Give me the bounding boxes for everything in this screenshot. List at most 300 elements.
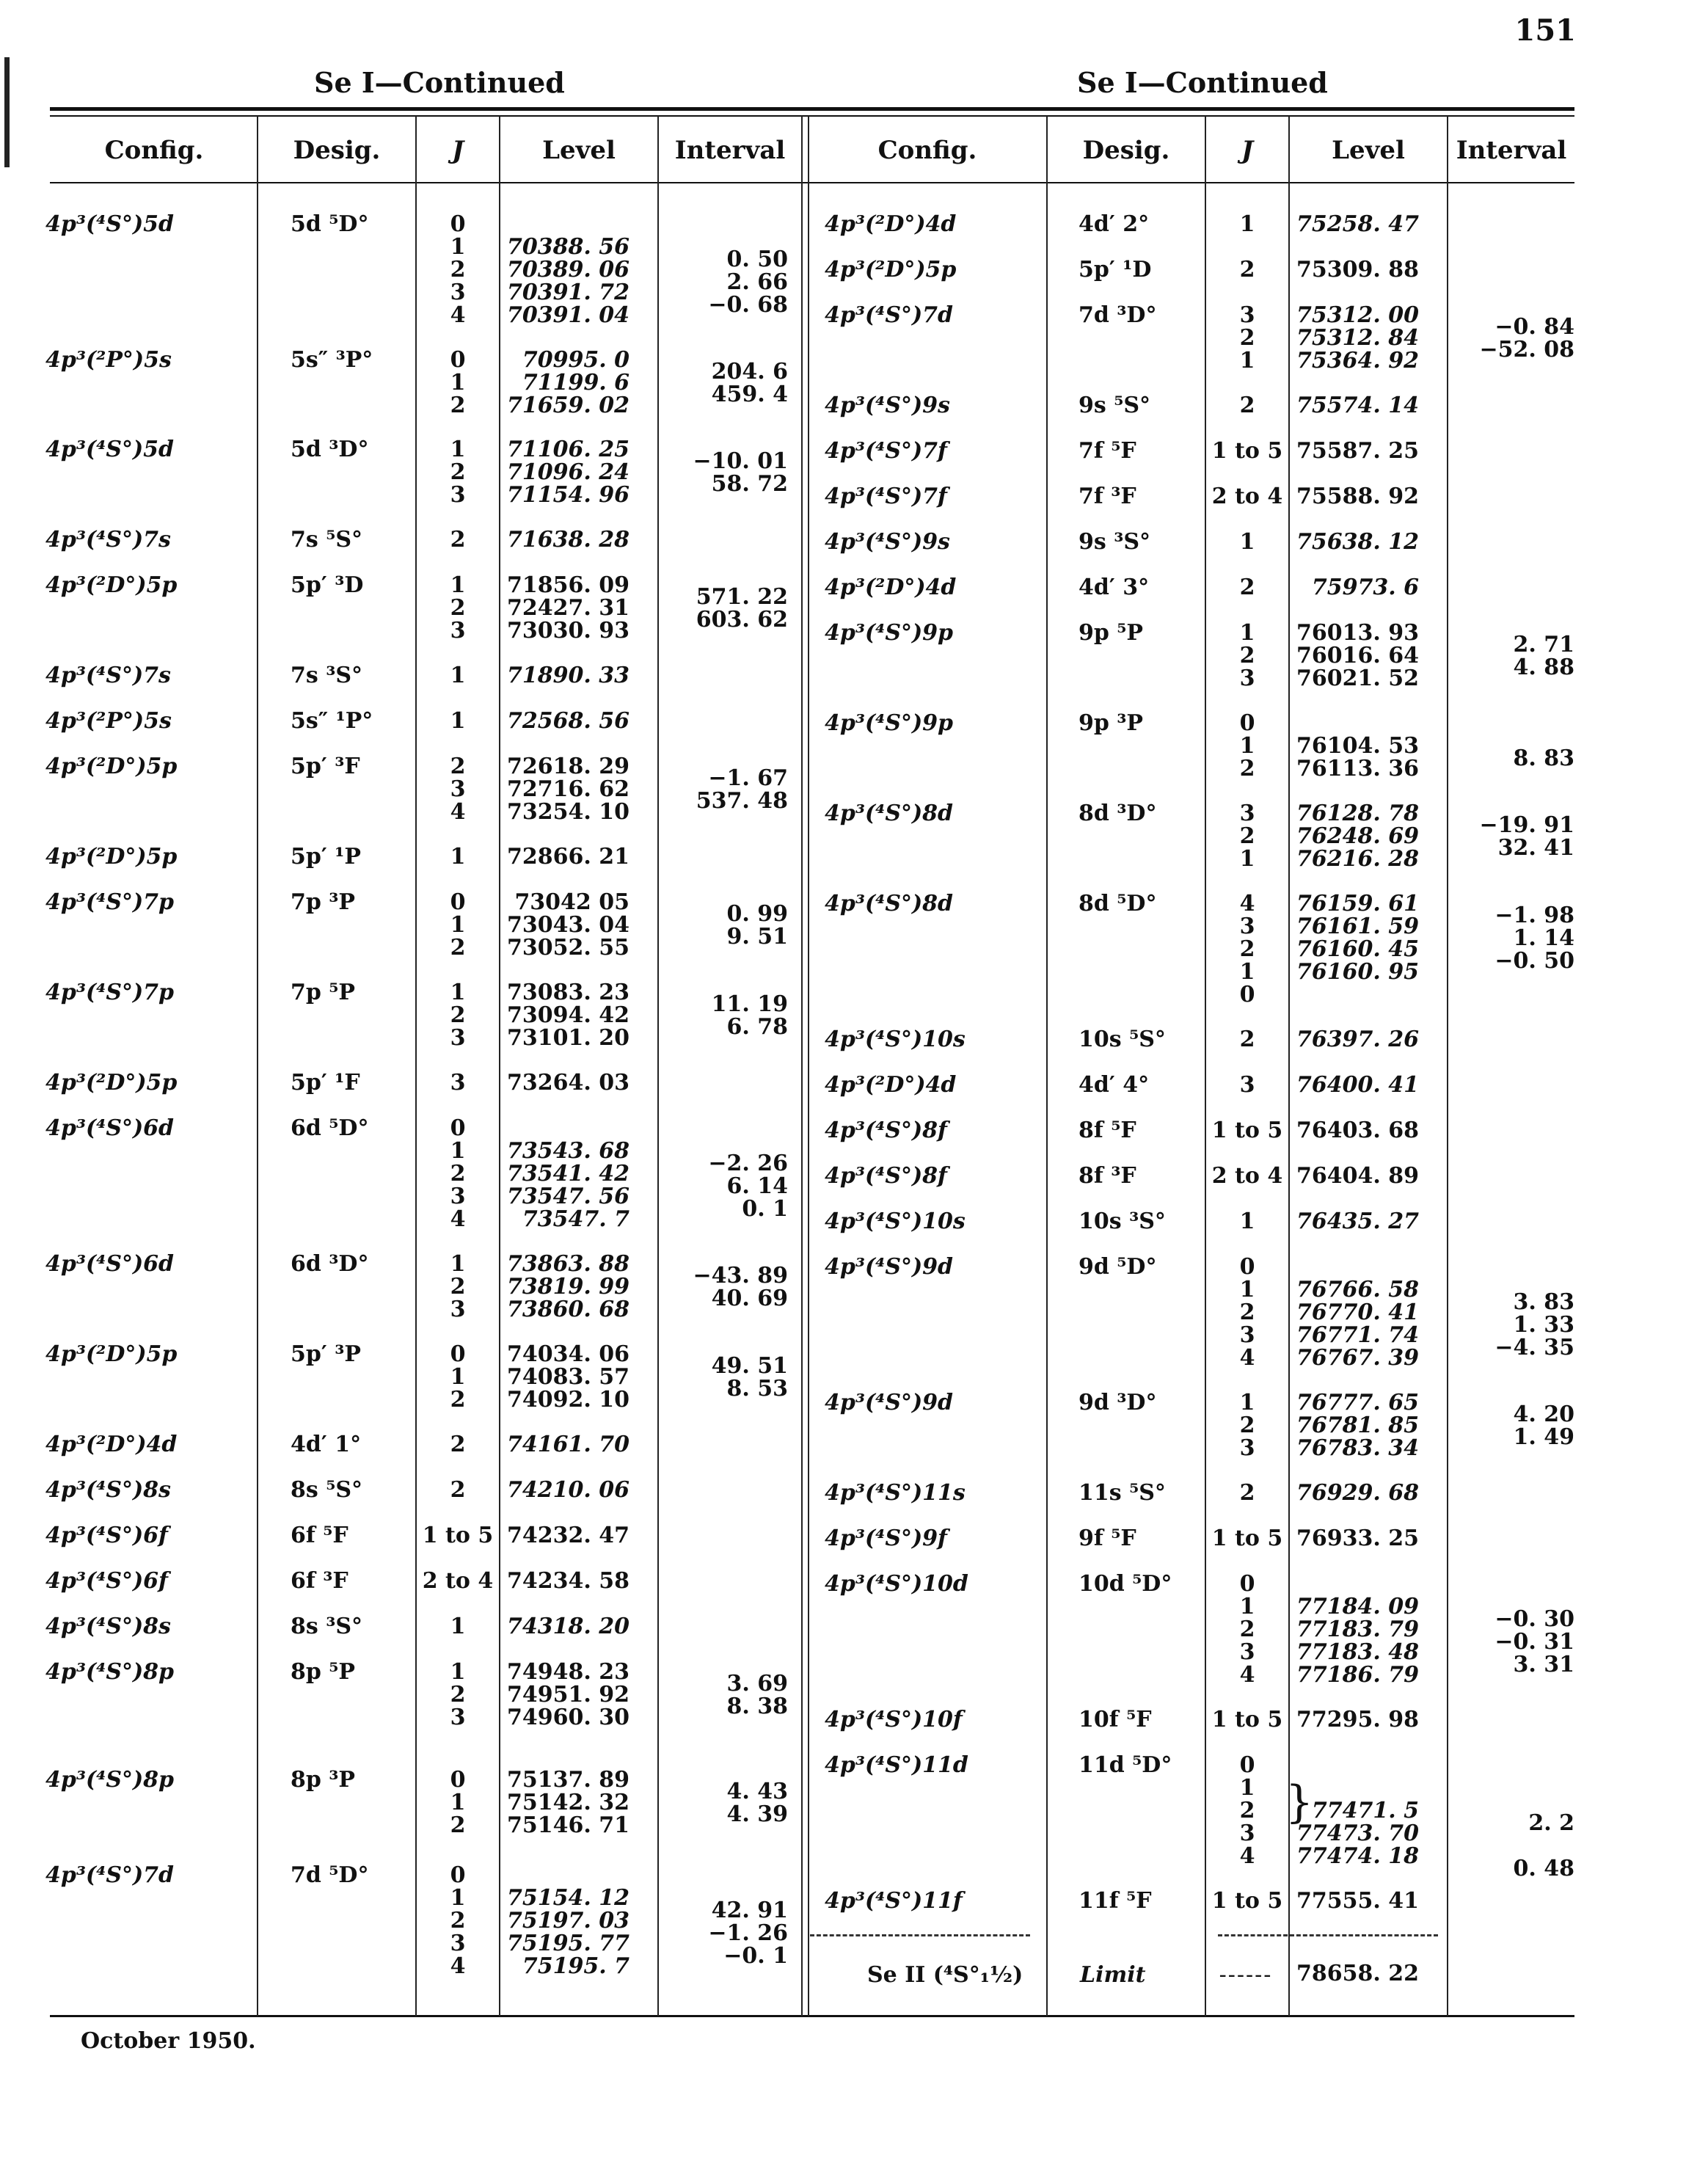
- level-value: 75195. 77: [506, 1931, 629, 1956]
- level-value: 73042 05: [514, 889, 629, 915]
- interval-value: 8. 53: [726, 1376, 788, 1402]
- j-value: 2 to 4: [422, 1568, 494, 1594]
- j-value: 4: [450, 1206, 466, 1232]
- config-cell: 4p³(⁴S°)8s: [45, 1477, 171, 1503]
- j-value: 4: [1239, 1662, 1255, 1688]
- config-cell: 4p³(⁴S°)5d: [45, 211, 175, 237]
- j-value: 2: [450, 459, 466, 485]
- j-value: 0: [1239, 1752, 1255, 1778]
- level-value: 73254. 10: [506, 799, 629, 825]
- interval-value: 204. 6: [711, 359, 788, 385]
- header-config-left: Config.: [104, 136, 204, 165]
- designation-cell: 5p′ ³D: [291, 572, 364, 598]
- designation-cell: 11f ⁵F: [1079, 1888, 1152, 1914]
- designation-cell: 8d ⁵D°: [1079, 891, 1157, 916]
- j-value: 2: [450, 1432, 466, 1457]
- config-cell: 4p³(²P°)5s: [45, 708, 172, 734]
- level-value: 77186. 79: [1296, 1662, 1419, 1688]
- designation-cell: 9p ⁵P: [1079, 620, 1143, 646]
- j-value: 2: [1239, 257, 1255, 283]
- j-value: 1: [1239, 529, 1255, 555]
- level-value: 73547. 56: [506, 1184, 629, 1209]
- j-value: 2: [1239, 936, 1255, 962]
- interval-value: 0. 48: [1513, 1856, 1574, 1881]
- level-value: 75137. 89: [506, 1767, 629, 1793]
- config-cell: 4p³(⁴S°)7s: [45, 663, 171, 688]
- j-value: 0: [450, 1341, 466, 1367]
- config-cell: 4p³(⁴S°)7f: [825, 438, 947, 464]
- config-cell: 4p³(²D°)5p: [45, 844, 178, 870]
- j-value: 2 to 4: [1211, 1163, 1283, 1189]
- designation-cell: 9s ⁵S°: [1079, 393, 1151, 418]
- level-value: 75309. 88: [1296, 257, 1419, 283]
- designation-cell: 5s″ ¹P°: [291, 708, 373, 734]
- j-value: 2: [1239, 1798, 1255, 1823]
- interval-value: 3. 69: [726, 1671, 788, 1697]
- interval-value: 2. 71: [1513, 632, 1574, 657]
- j-value: 3: [450, 1025, 466, 1051]
- interval-value: −1. 26: [708, 1920, 788, 1946]
- level-value: 77295. 98: [1296, 1707, 1419, 1732]
- designation-cell: 10s ⁵S°: [1079, 1027, 1166, 1052]
- designation-cell: 5s″ ³P°: [291, 347, 373, 373]
- config-cell: 4p³(⁴S°)8f: [825, 1163, 947, 1189]
- config-cell: 4p³(⁴S°)8s: [45, 1614, 171, 1639]
- interval-value: −1. 98: [1494, 903, 1574, 928]
- level-value: 75312. 84: [1296, 325, 1419, 351]
- j-value: 1: [1239, 348, 1255, 373]
- config-cell: 4p³(²D°)5p: [45, 1070, 178, 1096]
- j-value: 1: [1239, 1594, 1255, 1619]
- config-cell: 4p³(⁴S°)8d: [825, 891, 954, 916]
- j-value: 1: [450, 844, 466, 870]
- designation-cell: 5p′ ¹P: [291, 844, 361, 870]
- j-value: 4: [450, 302, 466, 328]
- designation-cell: 9d ⁵D°: [1079, 1254, 1157, 1280]
- level-value: 75195. 7: [522, 1953, 629, 1979]
- config-cell: 4p³(⁴S°)6f: [45, 1568, 168, 1594]
- j-value: 2: [1239, 1617, 1255, 1642]
- j-value: 3: [1239, 1322, 1255, 1348]
- header-rule: [50, 182, 1574, 183]
- config-cell: 4p³(²P°)5s: [45, 347, 172, 373]
- j-value: 1 to 5: [1211, 1526, 1283, 1551]
- interval-value: 11. 19: [711, 991, 788, 1017]
- interval-value: 40. 69: [711, 1286, 788, 1311]
- level-value: 75154. 12: [506, 1885, 629, 1911]
- level-value: 75588. 92: [1296, 484, 1419, 509]
- j-value: 3: [450, 776, 466, 802]
- config-cell: 4p³(⁴S°)10d: [825, 1571, 968, 1597]
- j-value: 1 to 5: [1211, 1118, 1283, 1143]
- config-cell: 4p³(⁴S°)7p: [45, 980, 175, 1005]
- j-value: 1: [450, 1251, 466, 1277]
- level-value: 75142. 32: [506, 1790, 629, 1815]
- config-cell: 4p³(⁴S°)7d: [45, 1862, 175, 1888]
- designation-cell: 5p′ ³F: [291, 754, 360, 779]
- interval-value: 1. 49: [1513, 1424, 1574, 1450]
- limit-desig: Limit: [1080, 1962, 1146, 1988]
- j-value: 1: [1239, 846, 1255, 872]
- interval-value: 537. 48: [696, 788, 788, 814]
- config-cell: 4p³(⁴S°)7s: [45, 527, 171, 553]
- j-value: 2: [1239, 325, 1255, 351]
- j-value: 2: [1239, 1300, 1255, 1325]
- level-value: 76933. 25: [1296, 1526, 1419, 1551]
- header-level-right: Level: [1332, 136, 1405, 165]
- designation-cell: 6f ³F: [291, 1568, 348, 1594]
- config-cell: 4p³(²D°)5p: [45, 1341, 178, 1367]
- interval-value: −52. 08: [1479, 337, 1574, 362]
- j-value: 2: [1239, 823, 1255, 849]
- level-value: 70389. 06: [506, 257, 629, 283]
- j-value: 2: [450, 595, 466, 621]
- level-value: 75364. 92: [1296, 348, 1419, 373]
- config-cell: 4p³(⁴S°)7p: [45, 889, 175, 915]
- j-value: 2: [1239, 643, 1255, 668]
- level-value: 76404. 89: [1296, 1163, 1419, 1189]
- level-value: 77184. 09: [1296, 1594, 1419, 1619]
- j-value: 1: [450, 1614, 466, 1639]
- interval-value: 0. 1: [742, 1196, 788, 1222]
- level-value: 76929. 68: [1296, 1480, 1419, 1506]
- table-heading-left: Se I—Continued: [314, 66, 565, 99]
- j-value: 3: [1239, 801, 1255, 826]
- j-value: 3: [450, 1297, 466, 1322]
- level-value: 74210. 06: [506, 1477, 629, 1503]
- level-value: 74034. 06: [506, 1341, 629, 1367]
- level-value: 71154. 96: [506, 482, 629, 508]
- brace-11d: }: [1285, 1776, 1314, 1828]
- level-value: 76397. 26: [1296, 1027, 1419, 1052]
- designation-cell: 10s ³S°: [1079, 1209, 1166, 1234]
- level-value: 76160. 45: [1296, 936, 1419, 962]
- j-value: 2: [450, 527, 466, 553]
- j-value: 4: [450, 1953, 466, 1979]
- config-cell: 4p³(⁴S°)9d: [825, 1390, 954, 1415]
- level-value: 76771. 74: [1296, 1322, 1419, 1348]
- j-value: 2: [1239, 1027, 1255, 1052]
- j-value: 2: [450, 1002, 466, 1028]
- designation-cell: 9f ⁵F: [1079, 1526, 1136, 1551]
- interval-value: 571. 22: [696, 584, 788, 610]
- config-cell: 4p³(²D°)4d: [825, 211, 957, 237]
- bottom-rule: [50, 2015, 1574, 2017]
- j-value: 0: [1239, 710, 1255, 736]
- level-value: 73043. 04: [506, 912, 629, 938]
- designation-cell: 4d′ 3°: [1079, 575, 1150, 600]
- j-value: 2: [450, 1682, 466, 1708]
- config-cell: 4p³(²D°)4d: [45, 1432, 178, 1457]
- j-value: 2: [450, 1387, 466, 1413]
- interval-value: 49. 51: [711, 1353, 788, 1379]
- level-value: 77473. 70: [1296, 1821, 1419, 1846]
- j-value: 0: [450, 1115, 466, 1141]
- j-value: 1: [1239, 1775, 1255, 1801]
- level-value: 73541. 42: [506, 1161, 629, 1187]
- level-value: 73094. 42: [506, 1002, 629, 1028]
- level-value: 76766. 58: [1296, 1277, 1419, 1302]
- level-value: 74960. 30: [506, 1705, 629, 1730]
- level-value: 71659. 02: [506, 393, 629, 418]
- j-value: 2: [450, 257, 466, 283]
- j-value: 3: [450, 618, 466, 644]
- level-value: 77474. 18: [1296, 1843, 1419, 1869]
- config-cell: 4p³(²D°)5p: [825, 257, 957, 283]
- interval-value: 42. 91: [711, 1898, 788, 1923]
- header-j-right: J: [1241, 136, 1254, 165]
- designation-cell: 4d′ 4°: [1079, 1072, 1150, 1098]
- level-value: 76248. 69: [1296, 823, 1419, 849]
- level-value: 75574. 14: [1296, 393, 1419, 418]
- j-value: 1: [1239, 211, 1255, 237]
- config-cell: 4p³(⁴S°)11d: [825, 1752, 968, 1778]
- level-value: 70391. 04: [506, 302, 629, 328]
- interval-value: 0. 99: [726, 901, 788, 927]
- level-value: 76128. 78: [1296, 801, 1419, 826]
- interval-value: 32. 41: [1497, 835, 1574, 861]
- config-cell: 4p³(⁴S°)7d: [825, 302, 954, 328]
- level-value: 73819. 99: [506, 1274, 629, 1300]
- level-value: 72427. 31: [506, 595, 629, 621]
- level-value: 76113. 36: [1296, 756, 1419, 781]
- j-value: 0: [1239, 1571, 1255, 1597]
- designation-cell: 8s ³S°: [291, 1614, 363, 1639]
- level-value: 71096. 24: [506, 459, 629, 485]
- j-value: 1: [450, 912, 466, 938]
- config-cell: 4p³(⁴S°)10s: [825, 1209, 966, 1234]
- designation-cell: 8f ⁵F: [1079, 1118, 1136, 1143]
- level-value: 74092. 10: [506, 1387, 629, 1413]
- config-cell: 4p³(⁴S°)10f: [825, 1707, 963, 1732]
- interval-value: 9. 51: [726, 924, 788, 950]
- config-cell: 4p³(⁴S°)8p: [45, 1767, 175, 1793]
- interval-value: 603. 62: [696, 607, 788, 633]
- designation-cell: 9s ³S°: [1079, 529, 1151, 555]
- level-value: 73543. 68: [506, 1138, 629, 1164]
- j-value: 1 to 5: [1211, 1888, 1283, 1914]
- level-value: 75197. 03: [506, 1908, 629, 1934]
- j-value: 3: [450, 1184, 466, 1209]
- level-value: 71856. 09: [506, 572, 629, 598]
- j-value: 1: [450, 663, 466, 688]
- level-value: 76400. 41: [1296, 1072, 1419, 1098]
- level-value: 76161. 59: [1296, 914, 1419, 939]
- interval-value: 2. 2: [1528, 1810, 1574, 1836]
- designation-cell: 8f ³F: [1079, 1163, 1136, 1189]
- config-cell: 4p³(⁴S°)6f: [45, 1523, 168, 1548]
- interval-value: −2. 26: [708, 1151, 788, 1176]
- level-value: 73083. 23: [506, 980, 629, 1005]
- level-value: 75638. 12: [1296, 529, 1419, 555]
- config-cell: 4p³(⁴S°)7f: [825, 484, 947, 509]
- level-value: 74083. 57: [506, 1364, 629, 1390]
- interval-value: 4. 88: [1513, 655, 1574, 680]
- config-cell: 4p³(⁴S°)6d: [45, 1115, 175, 1141]
- j-value: 4: [1239, 891, 1255, 916]
- config-cell: 4p³(⁴S°)10s: [825, 1027, 966, 1052]
- header-interval-right: Interval: [1456, 136, 1567, 165]
- designation-cell: 11s ⁵S°: [1079, 1480, 1166, 1506]
- level-value: 76435. 27: [1296, 1209, 1419, 1234]
- limit-j: ------: [1219, 1962, 1273, 1988]
- page-number: 151: [1514, 13, 1576, 48]
- level-value: 73863. 88: [506, 1251, 629, 1277]
- level-value: 75146. 71: [506, 1812, 629, 1838]
- j-value: 1: [1239, 959, 1255, 985]
- level-value: 74951. 92: [506, 1682, 629, 1708]
- level-value: 76403. 68: [1296, 1118, 1419, 1143]
- level-value: 72618. 29: [506, 754, 629, 779]
- header-desig-left: Desig.: [293, 136, 381, 165]
- config-cell: 4p³(⁴S°)9p: [825, 620, 954, 646]
- j-value: 0: [450, 347, 466, 373]
- designation-cell: 10d ⁵D°: [1079, 1571, 1172, 1597]
- designation-cell: 5d ³D°: [291, 437, 369, 462]
- j-value: 0: [450, 1862, 466, 1888]
- config-cell: 4p³(⁴S°)5d: [45, 437, 175, 462]
- header-config-right: Config.: [877, 136, 977, 165]
- level-value: 76781. 85: [1296, 1413, 1419, 1438]
- j-value: 1: [450, 1659, 466, 1685]
- column-divider: [1046, 116, 1048, 2016]
- j-value: 1: [450, 708, 466, 734]
- designation-cell: 7f ⁵F: [1079, 438, 1136, 464]
- config-cell: 4p³(²D°)5p: [45, 572, 178, 598]
- designation-cell: 6d ³D°: [291, 1251, 369, 1277]
- level-value: 72716. 62: [506, 776, 629, 802]
- j-value: 3: [450, 482, 466, 508]
- level-value: 76016. 64: [1296, 643, 1419, 668]
- j-value: 3: [450, 1705, 466, 1730]
- designation-cell: 5p′ ³P: [291, 1341, 361, 1367]
- designation-cell: 7s ³S°: [291, 663, 363, 688]
- level-value: 76777. 65: [1296, 1390, 1419, 1415]
- margin-mark: [4, 57, 10, 167]
- level-value: 73052. 55: [506, 935, 629, 961]
- level-value: 73547. 7: [522, 1206, 629, 1232]
- interval-value: 2. 66: [726, 269, 788, 295]
- level-value: 74232. 47: [506, 1523, 629, 1548]
- j-value: 3: [1239, 666, 1255, 691]
- designation-cell: 5p′ ¹D: [1079, 257, 1152, 283]
- header-interval-left: Interval: [674, 136, 786, 165]
- j-value: 2 to 4: [1211, 484, 1283, 509]
- designation-cell: 7s ⁵S°: [291, 527, 363, 553]
- level-value: 71199. 6: [522, 370, 629, 396]
- j-value: 1: [450, 1364, 466, 1390]
- j-value: 1: [450, 234, 466, 260]
- j-value: 2: [450, 393, 466, 418]
- header-desig-right: Desig.: [1082, 136, 1170, 165]
- j-value: 2: [450, 935, 466, 961]
- interval-value: 4. 39: [726, 1801, 788, 1827]
- level-value: 74318. 20: [506, 1614, 629, 1639]
- j-value: 3: [1239, 914, 1255, 939]
- level-value: 72568. 56: [506, 708, 629, 734]
- designation-cell: 9p ³P: [1079, 710, 1143, 736]
- limit-dashes-right: [1218, 1934, 1438, 1936]
- interval-value: 1. 14: [1513, 925, 1574, 951]
- config-cell: 4p³(⁴S°)8p: [45, 1659, 175, 1685]
- level-value: 75312. 00: [1296, 302, 1419, 328]
- level-value: 76767. 39: [1296, 1345, 1419, 1371]
- j-value: 1: [1239, 1277, 1255, 1302]
- interval-value: 8. 38: [726, 1694, 788, 1719]
- designation-cell: 10f ⁵F: [1079, 1707, 1152, 1732]
- interval-value: 4. 20: [1513, 1402, 1574, 1427]
- interval-value: 6. 14: [726, 1173, 788, 1199]
- designation-cell: 5p′ ¹F: [291, 1070, 360, 1096]
- j-value: 0: [450, 889, 466, 915]
- config-cell: 4p³(⁴S°)11f: [825, 1888, 963, 1914]
- j-value: 1: [450, 1885, 466, 1911]
- j-value: 2: [1239, 575, 1255, 600]
- level-value: 71638. 28: [506, 527, 629, 553]
- designation-cell: 11d ⁵D°: [1079, 1752, 1172, 1778]
- designation-cell: 7d ³D°: [1079, 302, 1157, 328]
- j-value: 2: [450, 754, 466, 779]
- interval-value: −0. 84: [1494, 314, 1574, 340]
- level-value: 71106. 25: [506, 437, 629, 462]
- interval-value: 8. 83: [1513, 746, 1574, 771]
- level-value: 76216. 28: [1296, 846, 1419, 872]
- j-value: 1 to 5: [422, 1523, 494, 1548]
- j-value: 1: [450, 980, 466, 1005]
- limit-dashes-left: [810, 1934, 1030, 1936]
- table-heading-right: Se I—Continued: [1077, 66, 1328, 99]
- level-value: 73860. 68: [506, 1297, 629, 1322]
- j-value: 2: [450, 1161, 466, 1187]
- header-j-left: J: [451, 136, 464, 165]
- level-value: 73101. 20: [506, 1025, 629, 1051]
- config-cell: 4p³(⁴S°)9d: [825, 1254, 954, 1280]
- level-value: 74161. 70: [506, 1432, 629, 1457]
- designation-cell: 4d′ 1°: [291, 1432, 362, 1457]
- j-value: 3: [1239, 302, 1255, 328]
- designation-cell: 8p ⁵P: [291, 1659, 355, 1685]
- level-value: 75258. 47: [1296, 211, 1419, 237]
- level-value: 70995. 0: [522, 347, 629, 373]
- interval-value: −0. 30: [1494, 1606, 1574, 1632]
- top-rule: [50, 107, 1574, 111]
- config-cell: 4p³(²D°)5p: [45, 754, 178, 779]
- designation-cell: 8s ⁵S°: [291, 1477, 363, 1503]
- j-value: 2: [450, 1812, 466, 1838]
- j-value: 2: [1239, 1413, 1255, 1438]
- level-value: 74948. 23: [506, 1659, 629, 1685]
- designation-cell: 8p ³P: [291, 1767, 355, 1793]
- config-cell: 4p³(⁴S°)9s: [825, 393, 950, 418]
- j-value: 2: [1239, 756, 1255, 781]
- j-value: 1: [1239, 620, 1255, 646]
- level-value: 77555. 41: [1296, 1888, 1419, 1914]
- level-value: 71890. 33: [506, 663, 629, 688]
- interval-value: −0. 68: [708, 292, 788, 318]
- designation-cell: 6f ⁵F: [291, 1523, 348, 1548]
- j-value: 0: [1239, 982, 1255, 1007]
- level-value: 76104. 53: [1296, 733, 1419, 759]
- j-value: 0: [450, 211, 466, 237]
- j-value: 2: [1239, 1480, 1255, 1506]
- level-value: 77183. 48: [1296, 1639, 1419, 1665]
- interval-value: −0. 1: [723, 1943, 788, 1969]
- level-value: 73264. 03: [506, 1070, 629, 1096]
- j-value: 3: [1239, 1821, 1255, 1846]
- designation-cell: 7d ⁵D°: [291, 1862, 369, 1888]
- interval-value: 3. 31: [1513, 1652, 1574, 1677]
- interval-value: −10. 01: [693, 448, 788, 474]
